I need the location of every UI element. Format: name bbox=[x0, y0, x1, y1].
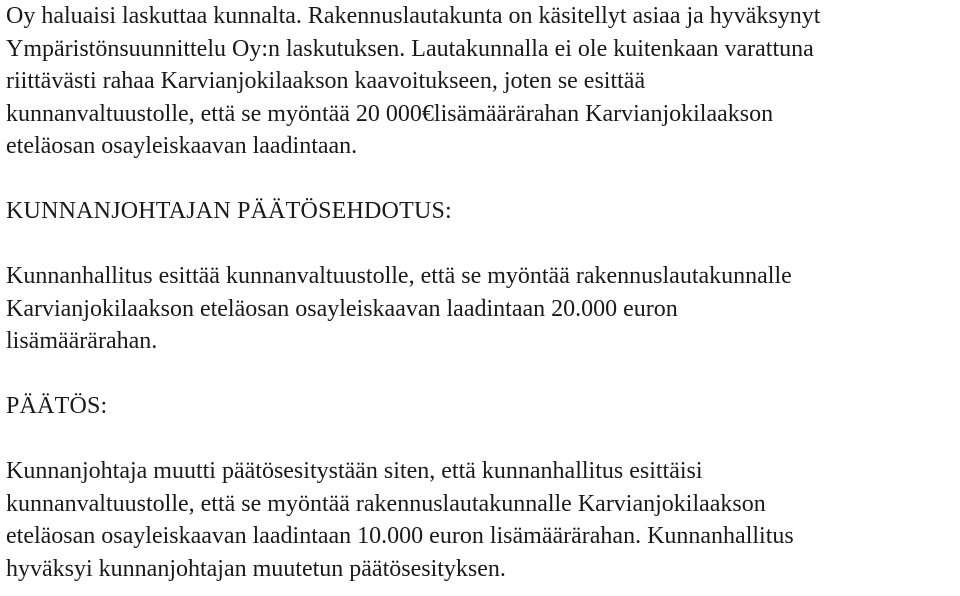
intro-paragraph bbox=[6, 0, 958, 163]
proposal-line: lisämäärärahan. bbox=[6, 328, 158, 354]
document-page bbox=[6, 0, 958, 585]
decision-paragraph bbox=[6, 455, 958, 585]
decision-line: hyväksyi kunnanjohtajan muutetun päätösesityksen. bbox=[6, 555, 506, 582]
proposal-heading: KUNNANJOHTAJAN PÄÄTÖSEHDOTUS: bbox=[6, 198, 452, 224]
paragraph-spacer bbox=[6, 358, 958, 391]
decision-line: Kunnanjohtaja muutti päätösesitystään siten, että kunnanhallitus esittäisi bbox=[6, 458, 703, 484]
proposal-line: Karvianjokilaakson eteläosan osayleiskaavan laadintaan 20.000 euron bbox=[6, 295, 678, 322]
intro-line: kunnanvaltuustolle, että se myöntää 20 000€lisämäärärahan Karvianjokilaakson bbox=[6, 100, 774, 127]
paragraph-spacer bbox=[6, 163, 958, 196]
intro-line: Ympäristönsuunnittelu Oy:n laskutuksen. Lautakunnalla ei ole kuitenkaan varattuna bbox=[6, 35, 814, 62]
intro-line: Oy haluaisi laskuttaa kunnalta. Rakennuslautakunta on käsitellyt asiaa ja hyväksynyt bbox=[6, 3, 821, 29]
paragraph-spacer bbox=[6, 228, 958, 261]
paragraph-spacer bbox=[6, 423, 958, 456]
intro-line: eteläosan osayleiskaavan laadintaan. bbox=[6, 133, 358, 159]
decision-line: eteläosan osayleiskaavan laadintaan 10.000 euron lisämäärärahan. Kunnanhallitus bbox=[6, 523, 794, 549]
proposal-paragraph bbox=[6, 260, 958, 358]
decision-line: kunnanvaltuustolle, että se myöntää rakennuslautakunnalle Karvianjokilaakson bbox=[6, 490, 766, 517]
proposal-line: Kunnanhallitus esittää kunnanvaltuustolle, että se myöntää rakennuslautakunnalle bbox=[6, 263, 792, 289]
decision-heading: PÄÄTÖS: bbox=[6, 393, 108, 419]
intro-line: riittävästi rahaa Karvianjokilaakson kaavoitukseen, joten se esittää bbox=[6, 68, 646, 94]
